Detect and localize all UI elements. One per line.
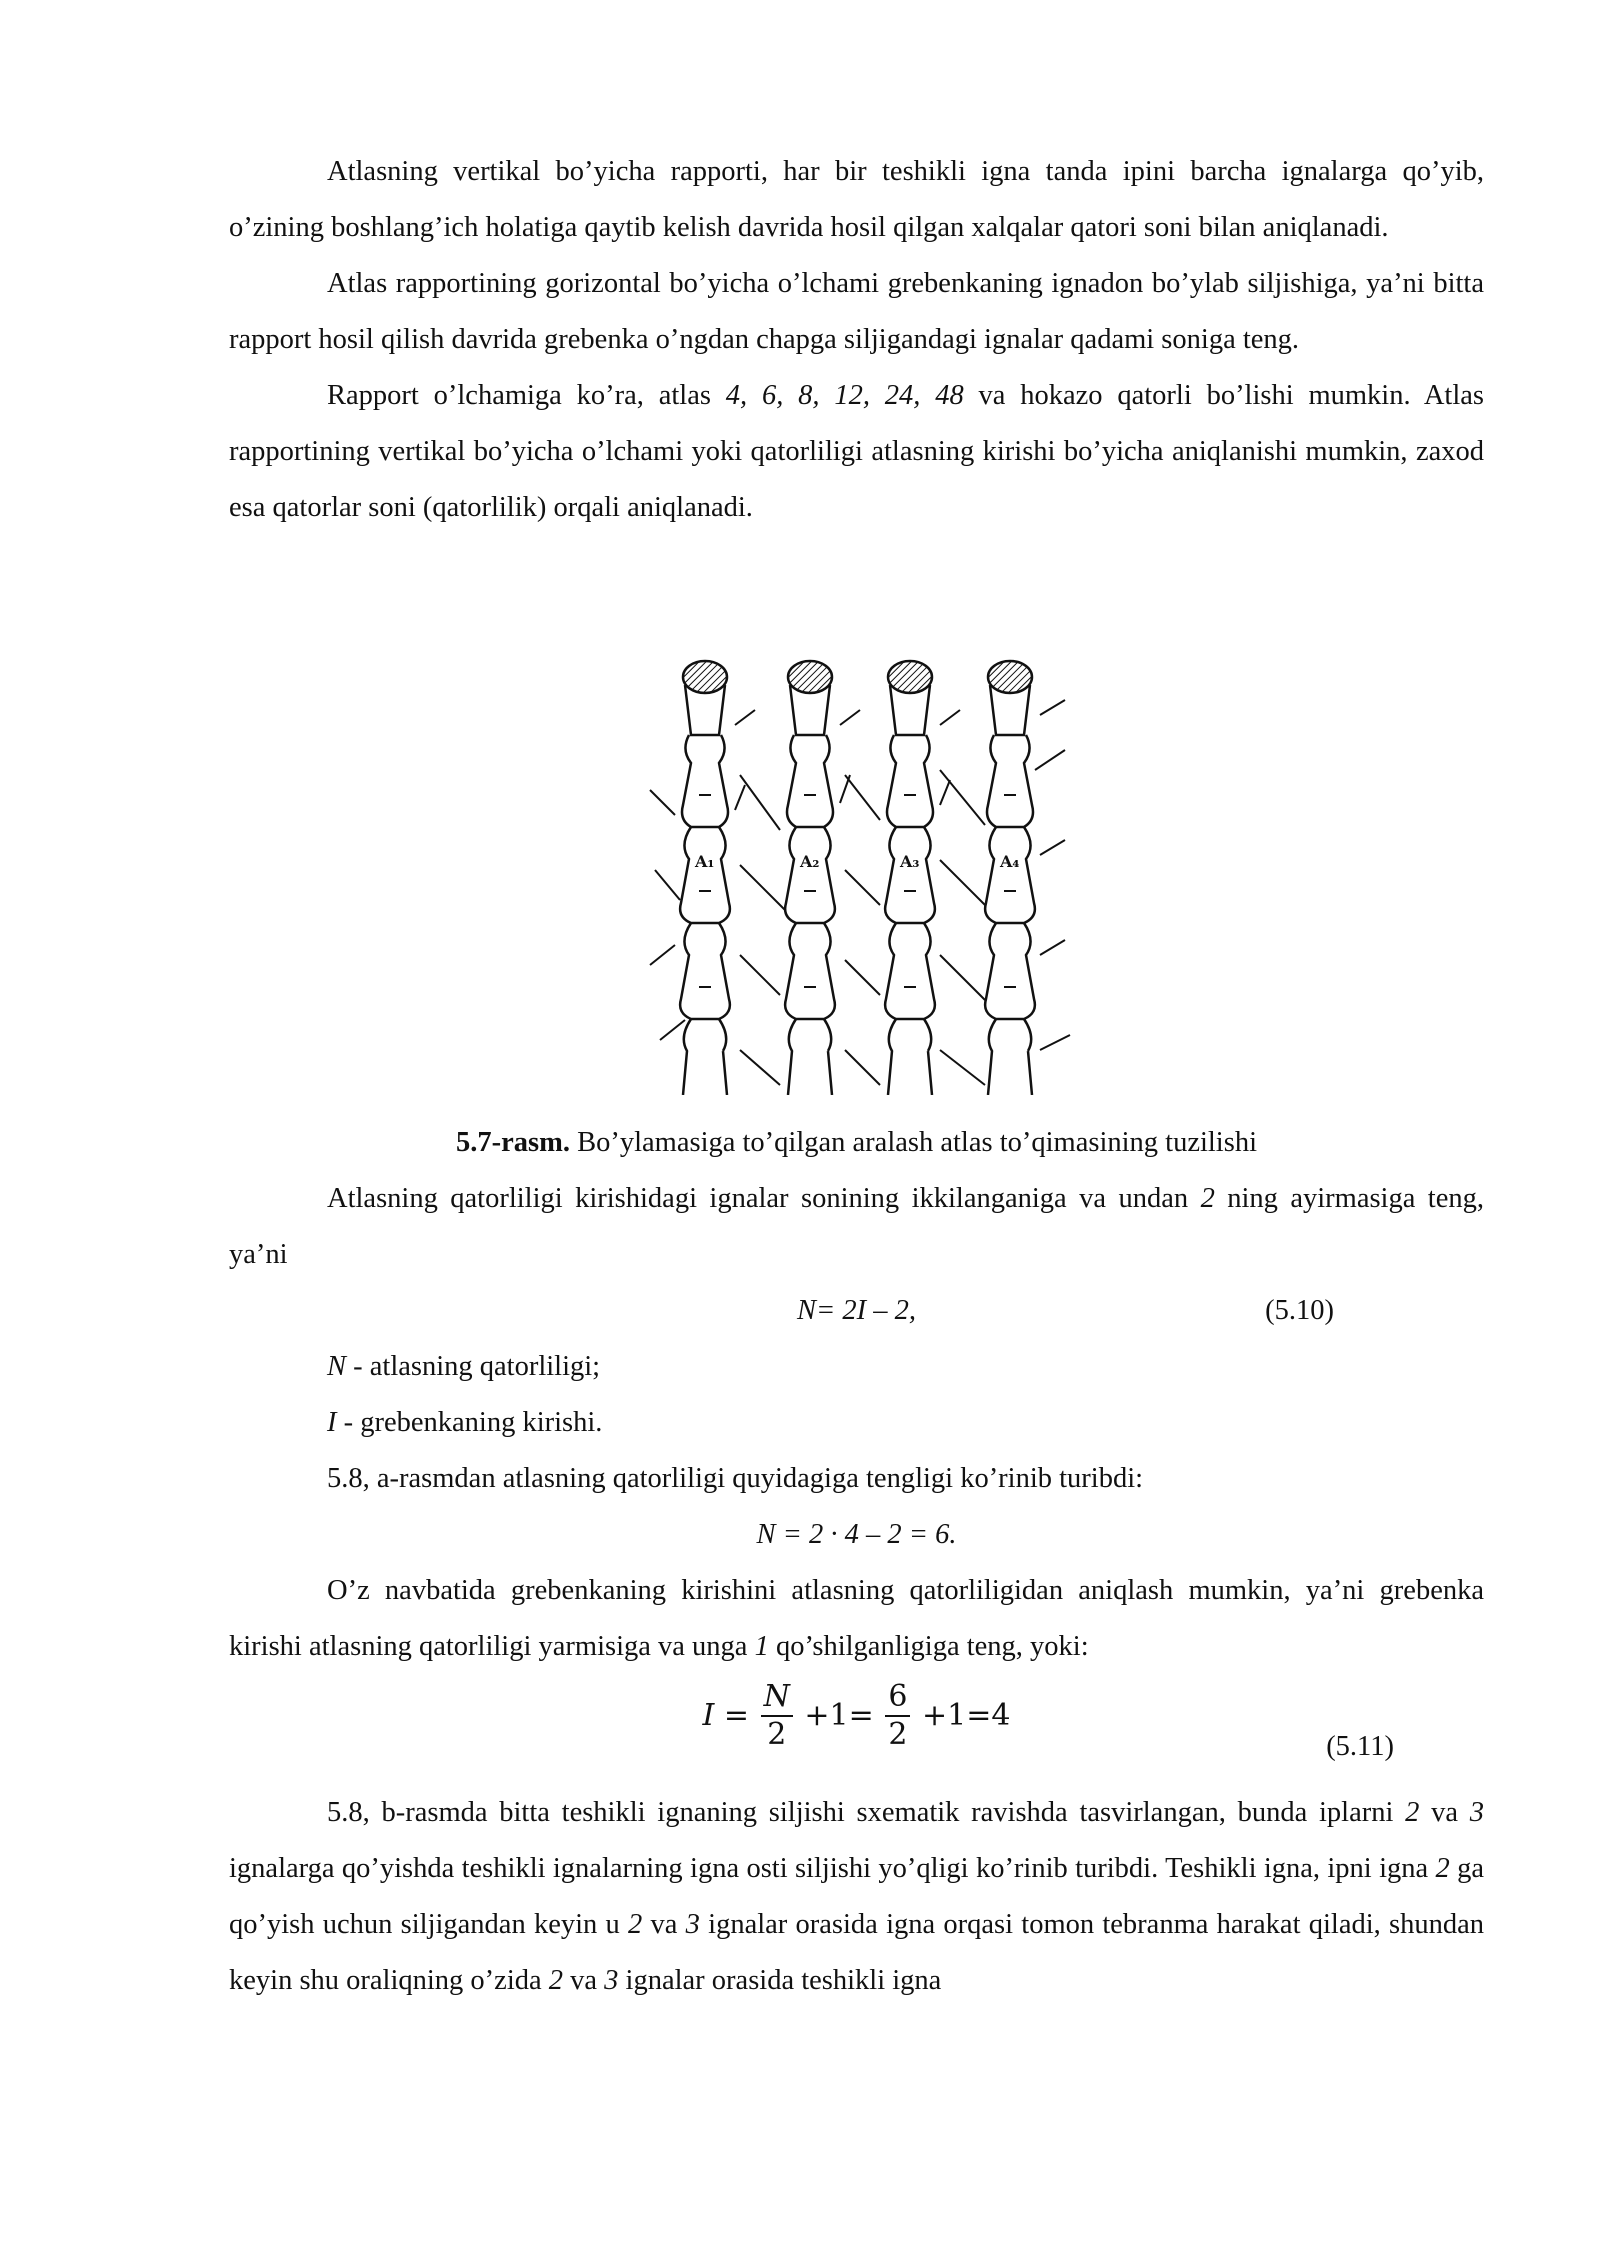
equation-5-10 <box>229 1283 1484 1339</box>
text-block-bottom <box>229 1171 1484 2009</box>
paragraph-qatorlilik: Atlasning qatorliligi kirishidagi ignalar sonining ikkilanganiga va undan 2 ning ayirmasiga teng, ya’ni <box>229 1183 1485 1270</box>
equation-5-10-number: (5.10) <box>1265 1295 1334 1326</box>
figure-label-a3: A₃ <box>900 852 920 871</box>
equation-example: N = 2 · 4 – 2 = 6. <box>756 1519 957 1550</box>
figure-label-a1: A₁ <box>695 852 715 871</box>
fraction-6-over-2: $\frac{6}{2}$ <box>885 1679 910 1753</box>
knit-structure-figure <box>640 655 1080 1095</box>
equation-5-11: I = $\frac{N}{2}$ +1= $\frac{6}{2}$ +1=4 (5.11) <box>229 1675 1484 1785</box>
caption-text: Bo’ylamasiga to’qilgan aralash atlas to’qimasining tuzilishi <box>569 1127 1257 1158</box>
paragraph-figure-5-8b: 5.8, b-rasmda bitta teshikli ignaning siljishi sxematik ravishda tasvirlangan, bunda iplarni 2 va 3 ignalarga qo’yishda teshikli ignalarning igna osti siljishi yo’qligi ko’rinib turibdi. Teshikli igna, ipni igna 2 ga qo’yish uchun siljigandan keyin u 2 va 3 ignalar orasida igna orqasi tomon tebranma harakat qiladi, shundan keyin shu oraliqning o’zida 2 va 3 ignalar orasida teshikli igna <box>229 1797 1484 1996</box>
figure-caption <box>229 1115 1484 1171</box>
paragraph-rapport-vertical: Atlasning vertikal bo’yicha rapporti, har bir teshikli igna tanda ipini barcha ignalarga qo’yib, o’zining boshlang’ich holatiga qaytib kelish davrida hosil qilgan xalqalar qatori soni bilan aniqlanadi. <box>229 156 1484 243</box>
paragraph-rapport-horizontal: Atlas rapportining gorizontal bo’yicha o’lchami grebenkaning ignadon bo’ylab siljishiga, ya’ni bitta rapport hosil qilish davrida grebenka o’ngdan chapga siljigandagi ignalar qadami soniga teng. <box>229 268 1484 355</box>
equation-5-11-number: (5.11) <box>1326 1731 1394 1762</box>
definition-n: N - atlasning qatorliligi; <box>327 1351 601 1382</box>
paragraph-example: 5.8, a-rasmdan atlasning qatorliligi quyidagiga tengligi ko’rinib turibdi: <box>327 1463 1144 1494</box>
equation-5-10-formula: N= 2I – 2, <box>797 1295 916 1326</box>
paragraph-kirish: O’z navbatida grebenkaning kirishini atlasning qatorliligidan aniqlash mumkin, ya’ni grebenka kirishi atlasning qatorliligi yarmisiga va unga 1 qo’shilganligiga teng, yoki: <box>229 1575 1484 1662</box>
caption-number: 5.7-rasm. <box>455 1127 570 1158</box>
definition-i: I - grebenkaning kirishi. <box>327 1407 603 1438</box>
figure-label-a2: A₂ <box>800 852 820 871</box>
text-block-top <box>229 144 1484 536</box>
paragraph-rapport-size: Rapport o’lchamiga ko’ra, atlas 4, 6, 8, 12, 24, 48 va hokazo qatorli bo’lishi mumkin. Atlas rapportining vertikal bo’yicha o’lchami yoki qatorliligi atlasning kirishi bo’yicha aniqlanishi mumkin, zaxod esa qatorlar soni (qatorlilik) orqali aniqlanadi. <box>229 380 1485 523</box>
fraction-n-over-2: $\frac{N}{2}$ <box>761 1679 793 1753</box>
figure-label-a4: A₄ <box>1000 852 1020 871</box>
